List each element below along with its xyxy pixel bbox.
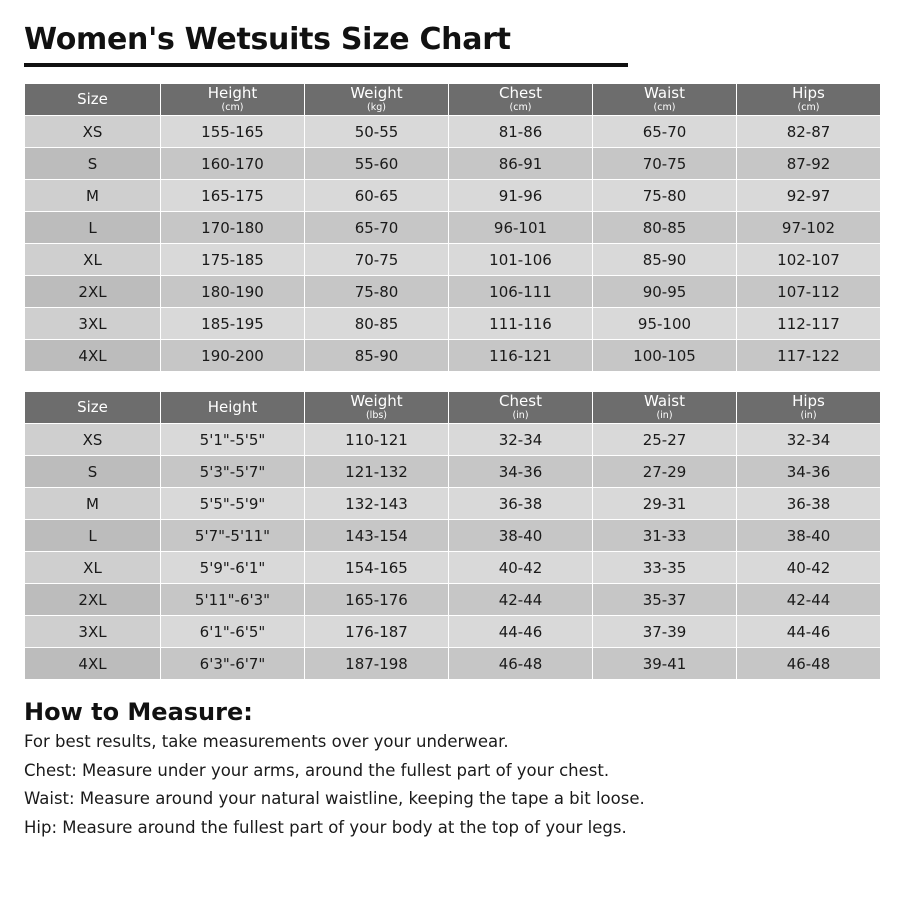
cell-height: 5'3"-5'7" — [161, 456, 305, 488]
metric-size-table — [24, 83, 881, 372]
column-unit-waist: (cm) — [653, 101, 676, 113]
cell-hips: 82-87 — [737, 116, 881, 148]
cell-weight: 143-154 — [305, 520, 449, 552]
cell-height: 6'1"-6'5" — [161, 616, 305, 648]
cell-height: 160-170 — [161, 148, 305, 180]
cell-size: M — [25, 488, 161, 520]
cell-chest: 91-96 — [449, 180, 593, 212]
table-row — [25, 276, 881, 308]
cell-height: 165-175 — [161, 180, 305, 212]
table-row — [25, 648, 881, 680]
table-spacer — [22, 372, 878, 391]
cell-weight: 75-80 — [305, 276, 449, 308]
cell-size: S — [25, 148, 161, 180]
cell-weight: 165-176 — [305, 584, 449, 616]
column-header-chest: Chest (cm) — [449, 84, 593, 116]
cell-height: 175-185 — [161, 244, 305, 276]
cell-size: S — [25, 456, 161, 488]
cell-weight: 176-187 — [305, 616, 449, 648]
cell-height: 170-180 — [161, 212, 305, 244]
cell-height: 5'11"-6'3" — [161, 584, 305, 616]
cell-waist: 70-75 — [593, 148, 737, 180]
cell-weight: 70-75 — [305, 244, 449, 276]
cell-waist: 25-27 — [593, 424, 737, 456]
cell-chest: 42-44 — [449, 584, 593, 616]
imperial-table-body — [25, 424, 881, 680]
imperial-table-header — [25, 392, 881, 424]
table-row — [25, 584, 881, 616]
cell-hips: 40-42 — [737, 552, 881, 584]
title-underline — [24, 63, 628, 67]
column-unit-chest: (in) — [512, 409, 529, 421]
cell-waist: 65-70 — [593, 116, 737, 148]
column-unit-weight: (kg) — [367, 101, 386, 113]
column-header-weight: Weight (kg) — [305, 84, 449, 116]
cell-hips: 107-112 — [737, 276, 881, 308]
column-header-hips: Hips (in) — [737, 392, 881, 424]
column-header-size: Size — [25, 392, 161, 424]
cell-waist: 31-33 — [593, 520, 737, 552]
cell-weight: 55-60 — [305, 148, 449, 180]
cell-chest: 106-111 — [449, 276, 593, 308]
cell-hips: 97-102 — [737, 212, 881, 244]
cell-chest: 38-40 — [449, 520, 593, 552]
cell-height: 5'7"-5'11" — [161, 520, 305, 552]
table-row — [25, 520, 881, 552]
cell-hips: 102-107 — [737, 244, 881, 276]
cell-size: XS — [25, 424, 161, 456]
cell-chest: 46-48 — [449, 648, 593, 680]
metric-table-header — [25, 84, 881, 116]
cell-height: 185-195 — [161, 308, 305, 340]
cell-waist: 39-41 — [593, 648, 737, 680]
cell-waist: 37-39 — [593, 616, 737, 648]
cell-size: XS — [25, 116, 161, 148]
column-unit-waist: (in) — [656, 409, 673, 421]
table-row — [25, 148, 881, 180]
column-unit-weight: (lbs) — [365, 409, 388, 421]
cell-waist: 100-105 — [593, 340, 737, 372]
metric-table-body — [25, 116, 881, 372]
cell-hips: 38-40 — [737, 520, 881, 552]
cell-size: XL — [25, 244, 161, 276]
table-row — [25, 308, 881, 340]
cell-hips: 87-92 — [737, 148, 881, 180]
cell-chest: 34-36 — [449, 456, 593, 488]
how-to-measure-chest: Chest: Measure under your arms, around the fullest part of your chest. — [24, 760, 610, 780]
cell-chest: 32-34 — [449, 424, 593, 456]
cell-hips: 112-117 — [737, 308, 881, 340]
column-header-waist: Waist (in) — [593, 392, 737, 424]
cell-chest: 111-116 — [449, 308, 593, 340]
cell-hips: 44-46 — [737, 616, 881, 648]
how-to-measure-heading: How to Measure: — [24, 698, 253, 726]
cell-hips: 42-44 — [737, 584, 881, 616]
cell-chest: 96-101 — [449, 212, 593, 244]
cell-size: L — [25, 212, 161, 244]
cell-size: 2XL — [25, 584, 161, 616]
table-row — [25, 616, 881, 648]
cell-chest: 101-106 — [449, 244, 593, 276]
table-header-row — [25, 84, 881, 116]
cell-size: M — [25, 180, 161, 212]
cell-waist: 80-85 — [593, 212, 737, 244]
cell-size: 3XL — [25, 308, 161, 340]
how-to-measure-hip: Hip: Measure around the fullest part of your body at the top of your legs. — [24, 817, 627, 837]
page-title: Women's Wetsuits Size Chart — [24, 22, 511, 57]
cell-waist: 90-95 — [593, 276, 737, 308]
cell-waist: 35-37 — [593, 584, 737, 616]
cell-waist: 95-100 — [593, 308, 737, 340]
column-header-chest: Chest (in) — [449, 392, 593, 424]
cell-waist: 29-31 — [593, 488, 737, 520]
table-header-row — [25, 392, 881, 424]
cell-height: 190-200 — [161, 340, 305, 372]
table-row — [25, 488, 881, 520]
cell-height: 5'5"-5'9" — [161, 488, 305, 520]
cell-waist: 85-90 — [593, 244, 737, 276]
column-header-waist: Waist (cm) — [593, 84, 737, 116]
table-row — [25, 340, 881, 372]
cell-size: 2XL — [25, 276, 161, 308]
cell-weight: 80-85 — [305, 308, 449, 340]
cell-weight: 154-165 — [305, 552, 449, 584]
cell-hips: 46-48 — [737, 648, 881, 680]
cell-chest: 116-121 — [449, 340, 593, 372]
cell-size: XL — [25, 552, 161, 584]
cell-height: 180-190 — [161, 276, 305, 308]
cell-height: 6'3"-6'7" — [161, 648, 305, 680]
cell-size: L — [25, 520, 161, 552]
cell-weight: 132-143 — [305, 488, 449, 520]
cell-weight: 65-70 — [305, 212, 449, 244]
cell-hips: 92-97 — [737, 180, 881, 212]
column-header-height: Height — [161, 392, 305, 424]
cell-chest: 40-42 — [449, 552, 593, 584]
table-row — [25, 424, 881, 456]
cell-height: 155-165 — [161, 116, 305, 148]
column-header-size: Size — [25, 84, 161, 116]
table-row — [25, 456, 881, 488]
column-header-weight: Weight (lbs) — [305, 392, 449, 424]
cell-hips: 32-34 — [737, 424, 881, 456]
cell-chest: 81-86 — [449, 116, 593, 148]
how-to-measure-intro: For best results, take measurements over your underwear. — [24, 732, 509, 751]
table-row — [25, 244, 881, 276]
cell-hips: 36-38 — [737, 488, 881, 520]
how-to-measure-waist: Waist: Measure around your natural waistline, keeping the tape a bit loose. — [24, 789, 645, 809]
table-row — [25, 116, 881, 148]
table-row — [25, 212, 881, 244]
cell-weight: 50-55 — [305, 116, 449, 148]
column-header-height: Height (cm) — [161, 84, 305, 116]
cell-chest: 36-38 — [449, 488, 593, 520]
cell-weight: 121-132 — [305, 456, 449, 488]
cell-waist: 27-29 — [593, 456, 737, 488]
column-unit-chest: (cm) — [509, 101, 532, 113]
cell-size: 3XL — [25, 616, 161, 648]
column-unit-height: (cm) — [221, 101, 244, 113]
imperial-size-table — [24, 391, 881, 680]
cell-weight: 85-90 — [305, 340, 449, 372]
cell-size: 4XL — [25, 648, 161, 680]
table-row — [25, 552, 881, 584]
cell-waist: 33-35 — [593, 552, 737, 584]
cell-waist: 75-80 — [593, 180, 737, 212]
cell-height: 5'9"-6'1" — [161, 552, 305, 584]
cell-size: 4XL — [25, 340, 161, 372]
cell-chest: 86-91 — [449, 148, 593, 180]
table-row — [25, 180, 881, 212]
cell-chest: 44-46 — [449, 616, 593, 648]
cell-hips: 34-36 — [737, 456, 881, 488]
column-header-hips: Hips (cm) — [737, 84, 881, 116]
cell-weight: 110-121 — [305, 424, 449, 456]
column-unit-hips: (in) — [800, 409, 817, 421]
cell-height: 5'1"-5'5" — [161, 424, 305, 456]
cell-weight: 187-198 — [305, 648, 449, 680]
column-unit-hips: (cm) — [797, 101, 820, 113]
cell-weight: 60-65 — [305, 180, 449, 212]
cell-hips: 117-122 — [737, 340, 881, 372]
